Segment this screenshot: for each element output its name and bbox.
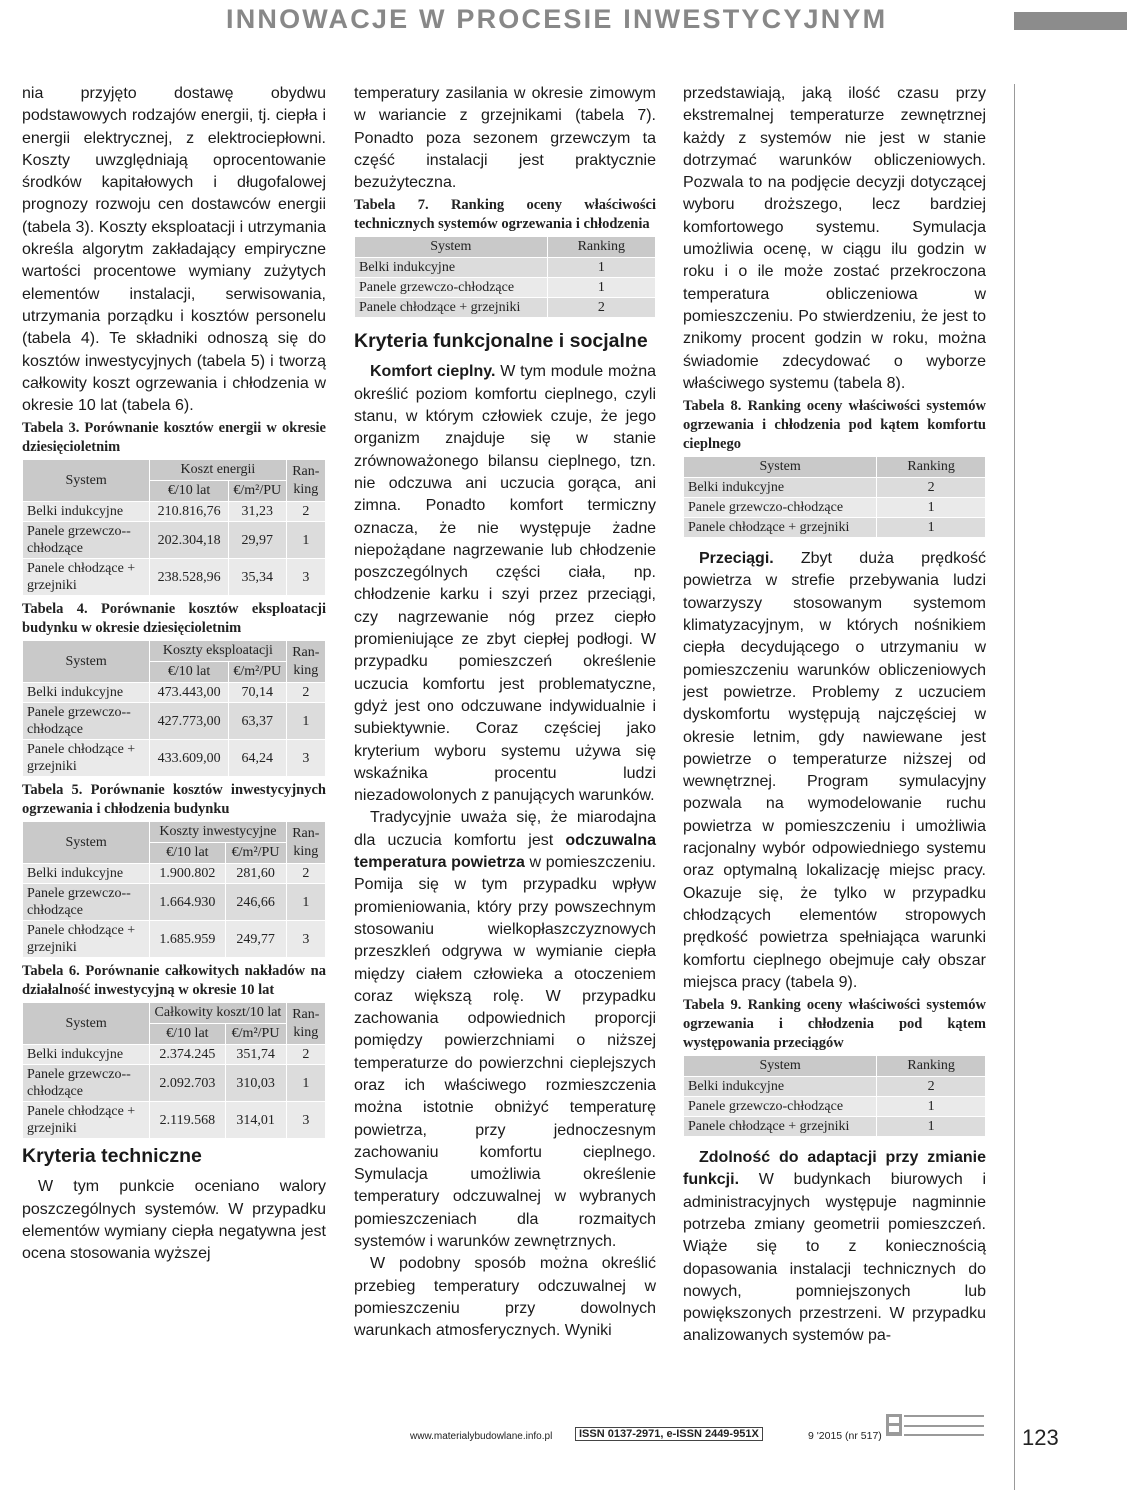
table3-header-col1: €/10 lat <box>150 481 229 502</box>
col2-paragraph-4: W podobny sposób można określić przebieg temperatury odczuwalnej w pomieszczeniu przy dowolnych warunkach atmosferycznych. Wyniki <box>354 1255 656 1340</box>
cell-system: Panele grzewczo-chłodzące <box>684 1097 877 1117</box>
table-row <box>23 1045 326 1065</box>
table5-header-col2: €/m²/PU <box>225 843 286 864</box>
table5-header-system: System <box>23 822 150 864</box>
col3-paragraph-2-text: Zbyt duża prędkość powietrza w strefie przebywania ludzi towarzyszy stosowanym systemom klimatyzacyjnym, w których nośnikiem ciepła decydującego o utrzymaniu w pomieszczeniu warunków obliczeniowych jest powietrze. Problemy z uczuciem dyskomfortu występują najczęściej w okresie letnim, gdy nawiewane jest powietrze o temperaturze niższej od wewnętrznej. Program symulacyjny pozwala na wymodelowanie ruchu powietrza w pomieszczeniu i umożliwia racjonalny wybór odpowiedniego systemu oraz optymalną lokalizację miejsc pracy. Okazuje się, że tylko w przypadku chłodzących elementów stropowych prędkość powietrza spełniająca warunki komfortu cieplnego obejmuje cały obszar miejsca pracy (tabela 9). <box>683 550 986 991</box>
cell-rank: 1 <box>286 884 325 921</box>
cell-system: Panele grzewczo-chłodzące <box>355 278 548 298</box>
table9-caption: Tabela 9. Ranking oceny właściwości systemów ogrzewania i chłodzenia pod kątem występowania przeciągów <box>683 997 986 1052</box>
table-row <box>684 518 986 538</box>
table8-caption: Tabela 8. Ranking oceny właściwości systemów ogrzewania i chłodzenia pod kątem komfortu cieplnego <box>683 398 986 453</box>
cell-system: Panele chłodzące + grzejniki <box>355 298 548 318</box>
cell-system: Panele grzewczo--chłodzące <box>23 884 150 921</box>
table4 <box>22 640 326 777</box>
cell-system: Panele chłodzące + grzejniki <box>23 1102 150 1139</box>
table-row <box>23 703 326 740</box>
cell-value: 35,34 <box>228 559 286 596</box>
cell-rank: 1 <box>877 518 986 538</box>
footer-issue: 9 '2015 (nr 517) <box>808 1430 882 1442</box>
cell-rank: 1 <box>547 258 655 278</box>
cell-system: Belki indukcyjne <box>684 1077 877 1097</box>
col3-paragraph-3-text: W budynkach biurowych i administracyjnych występuje nagminnie potrzeba zmiany geometrii pomieszczeń. Wiąże się to z koniecznością dopasowania instalacji technicznych do nowych, pomniejszonych lub powiększonych przestrzeni. W przypadku analizowanych systemów pa- <box>683 1171 986 1345</box>
cell-value: 281,60 <box>225 864 286 884</box>
table-row <box>23 559 326 596</box>
table4-header-group: Koszty eksploatacji <box>150 641 286 662</box>
cell-value: 1.664.930 <box>150 884 225 921</box>
cell-value: 2.374.245 <box>150 1045 225 1065</box>
cell-rank: 2 <box>286 502 325 522</box>
table7 <box>354 236 656 318</box>
cell-rank: 2 <box>286 1045 325 1065</box>
lead-thermal-comfort: Komfort cieplny. <box>370 363 496 381</box>
table7-header-rank: Ranking <box>547 237 655 258</box>
table8-header-system: System <box>684 457 877 478</box>
cell-value: 249,77 <box>225 921 286 958</box>
col2-paragraph-2 <box>354 361 656 807</box>
section-title-technical: Kryteria techniczne <box>22 1145 202 1168</box>
cell-rank: 3 <box>286 1102 325 1139</box>
cell-rank: 1 <box>286 1065 325 1102</box>
cell-value: 351,74 <box>225 1045 286 1065</box>
table5-header-group: Koszty inwestycyjne <box>150 822 286 843</box>
cell-system: Belki indukcyjne <box>23 864 150 884</box>
table6-caption: Tabela 6. Porównanie całkowitych nakładów na działalność inwestycyjną w okresie 10 lat <box>22 963 326 999</box>
cell-value: 433.609,00 <box>150 740 229 777</box>
footer-url-link[interactable]: www.materialybudowlane.info.pl <box>410 1431 553 1442</box>
running-header: INNOWACJE W PROCESIE INWESTYCYJNYM <box>226 4 888 34</box>
cell-rank: 2 <box>547 298 655 318</box>
cell-system: Belki indukcyjne <box>355 258 548 278</box>
col1-paragraph-1: nia przyjęto dostawę obydwu podstawowych rodzajów energii, tj. ciepła i energii elektrycznej, z elektrociepłowni. Koszty uwzględniają oprocentowanie środków kapitałowych i długofalowej prognozy rozwoju cen dostawców energii (tabela 3). Koszty eksploatacji i utrzymania określa algorytm zakładający empiryczne wartości procentowe wymiany zużytych elementów instalacji, serwisowania, utrzymania porządku i kosztów personelu (tabela 4). Te składniki odnoszą się do kosztów inwestycyjnych (tabela 5) i tworzą całkowity koszt ogrzewania i chłodzenia w okresie 10 lat (tabela 6). <box>22 85 326 415</box>
table-row <box>684 1077 986 1097</box>
cell-rank: 1 <box>877 1117 986 1137</box>
table4-header-col2: €/m²/PU <box>228 662 286 683</box>
table-row <box>23 683 326 703</box>
col2-paragraph-3 <box>354 807 656 1253</box>
table6-header-col1: €/10 lat <box>150 1024 225 1045</box>
cell-value: 70,14 <box>228 683 286 703</box>
col2-paragraph-1: temperatury zasilania w okresie zimowym w wariancie z grzejnikami (tabela 7). Ponadto poza sezonem grzewczym ta część instalacji jest praktycznie bezużyteczna. <box>354 85 656 192</box>
table3-header-system: System <box>23 460 150 502</box>
cell-value: 2.119.568 <box>150 1102 225 1139</box>
table9-header-rank: Ranking <box>877 1056 986 1077</box>
table4-header-col1: €/10 lat <box>150 662 229 683</box>
table-row <box>23 864 326 884</box>
table4-header-rank: Ran-king <box>286 641 325 683</box>
table3 <box>22 459 326 596</box>
table5-caption: Tabela 5. Porównanie kosztów inwestycyjnych ogrzewania i chłodzenia budynku <box>22 782 326 818</box>
cell-system: Belki indukcyjne <box>23 683 150 703</box>
col2-paragraph-2-text: W tym module można określić poziom komfortu cieplnego, czyli stanu, w którym człowiek czuje, że jego organizm znajduje się w stanie zrównoważonego bilansu cieplnego, tzn. nie odczuwa ani uczucia gorąca, ani zimna. Ponadto komfort termiczny oznacza, że nie występuje żadne niepożądane nagrzewanie lub chłodzenie poszczególnych części ciała, np. chłodzenie karku i szyi przez przeciągi, czy nagrzewanie nóg przez ciepło promieniujące ze zbyt ciepłej podłogi. W przypadku pomieszczeń określenie uczucia komfortu jest problematyczne, gdyż jest ono odczuwane indywidualnie i subiektywnie. Coraz częściej jako kryterium wyboru systemu używa się wskaźnika procentu ludzi niezadowolonych z panujących warunków. <box>354 363 656 805</box>
table6 <box>22 1002 326 1139</box>
table-row <box>23 502 326 522</box>
cell-rank: 2 <box>877 1077 986 1097</box>
col2-paragraph-3-b: w pomieszczeniu. Pomija się w tym przypadku wpływ promieniowania, który przy powszechnym stosowaniu wielkopłaszczyznowych przeszkleń odgrywa w wymianie ciepła między ciałem człowieka a otoczeniem coraz większą rolę. W przypadku zachowania odpowiednich proporcji pomiędzy powierzchniami o niższej temperaturze do powierzchni cieplejszych oraz ich właściwego rozmieszczenia można istotnie obniżyć temperaturę powietrza, przy jednoczesnym zachowaniu komfortu cieplnego. Symulacja umożliwia określenie temperatury odczuwalnej w wybranych pomieszczeniach dla rozmaitych systemów i warunków zewnętrznych. <box>354 854 656 1251</box>
table-row <box>355 258 656 278</box>
lead-adaptability: Zdolność do adaptacji przy zmianie funkcji. <box>683 1149 986 1189</box>
table8 <box>683 456 986 538</box>
cell-rank: 3 <box>286 921 325 958</box>
lead-drafts: Przeciągi. <box>699 550 774 568</box>
cell-rank: 3 <box>286 559 325 596</box>
col1-paragraph-2: W tym punkcie oceniano walory poszczególnych systemów. W przypadku elementów wymiany ciepła negatywna jest ocena stosowania wyższej <box>22 1178 326 1263</box>
table7-caption: Tabela 7. Ranking oceny właściwości technicznych systemów ogrzewania i chłodzenia <box>354 197 656 233</box>
cell-rank: 1 <box>547 278 655 298</box>
table6-header-group: Całkowity koszt/10 lat <box>150 1003 286 1024</box>
cell-value: 1.900.802 <box>150 864 225 884</box>
cell-system: Panele chłodzące + grzejniki <box>23 740 150 777</box>
cell-value: 238.528,96 <box>150 559 229 596</box>
table-row <box>684 478 986 498</box>
cell-system: Belki indukcyjne <box>23 1045 150 1065</box>
col3-paragraph-2 <box>683 548 986 994</box>
cell-system: Panele grzewczo-chłodzące <box>684 498 877 518</box>
table-row <box>355 278 656 298</box>
cell-value: 314,01 <box>225 1102 286 1139</box>
table5-header-col1: €/10 lat <box>150 843 225 864</box>
cell-value: 29,97 <box>228 522 286 559</box>
cell-value: 473.443,00 <box>150 683 229 703</box>
cell-value: 31,23 <box>228 502 286 522</box>
table-row <box>684 1097 986 1117</box>
cell-value: 2.092.703 <box>150 1065 225 1102</box>
cell-rank: 3 <box>286 740 325 777</box>
cell-system: Panele grzewczo--chłodzące <box>23 703 150 740</box>
column-2 <box>354 83 656 1343</box>
cell-value: 64,24 <box>228 740 286 777</box>
page-number: 123 <box>1022 1425 1059 1450</box>
section-title-functional: Kryteria funkcjonalne i socjalne <box>354 330 648 353</box>
table5-header-rank: Ran-king <box>286 822 325 864</box>
table-row <box>684 1117 986 1137</box>
cell-value: 1.685.959 <box>150 921 225 958</box>
cell-system: Panele chłodzące + grzejniki <box>684 518 877 538</box>
table8-header-rank: Ranking <box>877 457 986 478</box>
cell-rank: 1 <box>286 703 325 740</box>
journal-logo-icon <box>886 1412 986 1438</box>
cell-rank: 1 <box>286 522 325 559</box>
table-row <box>23 1065 326 1102</box>
margin-rule <box>1014 84 1015 1490</box>
cell-value: 427.773,00 <box>150 703 229 740</box>
footer-issn: ISSN 0137-2971, e-ISSN 2449-951X <box>575 1427 763 1441</box>
cell-rank: 1 <box>877 498 986 518</box>
table4-header-system: System <box>23 641 150 683</box>
cell-rank: 2 <box>286 864 325 884</box>
header-bar <box>1014 12 1127 30</box>
cell-rank: 1 <box>877 1097 986 1117</box>
cell-system: Panele chłodzące + grzejniki <box>684 1117 877 1137</box>
table-row <box>23 1102 326 1139</box>
table-row <box>355 298 656 318</box>
cell-system: Panele chłodzące + grzejniki <box>23 559 150 596</box>
cell-value: 63,37 <box>228 703 286 740</box>
table-row <box>23 884 326 921</box>
col2-paragraph-3-bold: odczuwalna temperatura powietrza <box>354 831 656 872</box>
cell-value: 202.304,18 <box>150 522 229 559</box>
table-row <box>23 740 326 777</box>
column-1 <box>22 83 326 1266</box>
cell-value: 246,66 <box>225 884 286 921</box>
col3-paragraph-3 <box>683 1147 986 1348</box>
table4-caption: Tabela 4. Porównanie kosztów eksploatacji budynku w okresie dziesięcioletnim <box>22 601 326 637</box>
col2-paragraph-3-a: Tradycyjnie uważa się, że miarodajna dla uczucia komfortu jest <box>354 809 656 849</box>
table9-header-system: System <box>684 1056 877 1077</box>
cell-rank: 2 <box>877 478 986 498</box>
cell-system: Panele grzewczo--chłodzące <box>23 522 150 559</box>
table9 <box>683 1055 986 1137</box>
cell-rank: 2 <box>286 683 325 703</box>
table3-caption: Tabela 3. Porównanie kosztów energii w okresie dziesięcioletnim <box>22 420 326 456</box>
table3-header-group: Koszt energii <box>150 460 286 481</box>
table6-header-col2: €/m²/PU <box>225 1024 286 1045</box>
cell-system: Panele chłodzące + grzejniki <box>23 921 150 958</box>
cell-system: Belki indukcyjne <box>23 502 150 522</box>
table-row <box>23 921 326 958</box>
table5 <box>22 821 326 958</box>
table3-header-rank: Ran-king <box>286 460 325 502</box>
column-3 <box>683 83 986 1348</box>
table7-header-system: System <box>355 237 548 258</box>
cell-system: Panele grzewczo--chłodzące <box>23 1065 150 1102</box>
table3-header-col2: €/m²/PU <box>228 481 286 502</box>
cell-system: Belki indukcyjne <box>684 478 877 498</box>
table6-header-system: System <box>23 1003 150 1045</box>
col3-paragraph-1: przedstawiają, jaką ilość czasu przy ekstremalnej temperaturze zewnętrznej każdy z systemów nie jest w stanie dotrzymać warunków obliczeniowych. Pozwala to na podjęcie decyzji dotyczącej wyboru droższego, lecz bardziej komfortowego systemu. Symulacja umożliwia ocenę, w ciągu ilu godzin w roku i o ile może zostać przekroczona temperatura obliczeniowa w pomieszczeniu. Po stwierdzeniu, że jest to znikomy procent godzin w roku, można świadomie zdecydować o wyborze właściwego systemu (tabela 8). <box>683 85 986 392</box>
table-row <box>684 498 986 518</box>
table-row <box>23 522 326 559</box>
cell-value: 310,03 <box>225 1065 286 1102</box>
table6-header-rank: Ran-king <box>286 1003 325 1045</box>
cell-value: 210.816,76 <box>150 502 229 522</box>
